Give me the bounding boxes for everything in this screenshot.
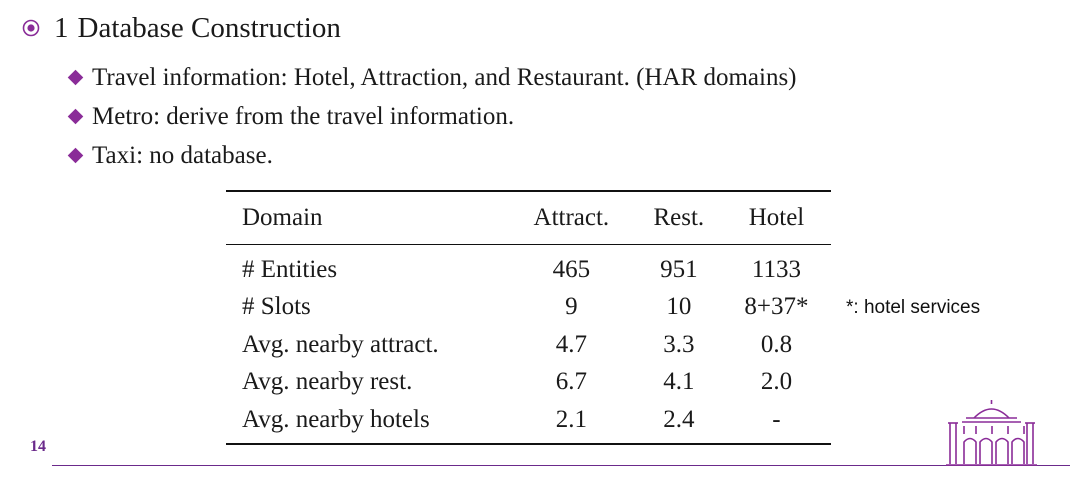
footnote: *: hotel services bbox=[846, 297, 981, 318]
bullet-list bbox=[66, 58, 797, 175]
row-label: # Entities bbox=[242, 255, 338, 283]
page-number: 14 bbox=[30, 438, 46, 455]
table-cell: 0.8 bbox=[760, 330, 793, 358]
bullet-item bbox=[66, 136, 797, 175]
bullet-text: Travel information: Hotel, Attraction, and Restaurant. (HAR domains) bbox=[92, 63, 797, 91]
diamond-bullet-icon bbox=[68, 109, 84, 125]
table-cell: 10 bbox=[666, 293, 692, 321]
bullet-item bbox=[66, 58, 797, 97]
row-label: # Slots bbox=[242, 293, 311, 321]
statistics-table bbox=[226, 190, 831, 445]
table-row bbox=[226, 289, 831, 327]
target-bullet-icon bbox=[22, 19, 40, 37]
table-cell: 8+37* bbox=[744, 293, 809, 321]
diamond-bullet-icon bbox=[68, 70, 84, 86]
column-header: Hotel bbox=[748, 204, 805, 231]
row-label: Avg. nearby hotels bbox=[242, 405, 430, 433]
bullet-text: Taxi: no database. bbox=[92, 141, 273, 169]
table-cell: 465 bbox=[552, 255, 591, 283]
table-cell: 3.3 bbox=[663, 330, 695, 358]
table-cell: - bbox=[772, 405, 781, 433]
table-row bbox=[226, 401, 831, 444]
table-cell: 1133 bbox=[751, 255, 801, 283]
heading-title: Database Construction bbox=[77, 11, 341, 44]
table-cell: 2.4 bbox=[663, 405, 695, 433]
table-cell: 4.1 bbox=[663, 368, 695, 396]
table-row bbox=[226, 326, 831, 364]
bullet-item bbox=[66, 97, 797, 136]
row-label: Avg. nearby attract. bbox=[242, 330, 439, 358]
diamond-bullet-icon bbox=[68, 148, 84, 164]
column-header: Domain bbox=[242, 204, 323, 231]
footer-divider bbox=[52, 465, 1070, 466]
row-label: Avg. nearby rest. bbox=[242, 368, 413, 396]
table-row bbox=[226, 245, 831, 289]
rotunda-logo-icon bbox=[944, 396, 1039, 468]
table-cell: 2.0 bbox=[760, 368, 793, 396]
heading-number: 1 bbox=[54, 11, 69, 44]
bullet-text: Metro: derive from the travel information. bbox=[92, 102, 515, 130]
slide-heading bbox=[22, 8, 341, 48]
table-row bbox=[226, 364, 831, 402]
column-header: Attract. bbox=[533, 204, 610, 231]
table-cell: 6.7 bbox=[555, 368, 587, 396]
table-header-row bbox=[226, 191, 831, 245]
table-cell: 951 bbox=[660, 255, 698, 283]
table-cell: 9 bbox=[565, 293, 578, 321]
column-header: Rest. bbox=[653, 204, 705, 231]
table-cell: 2.1 bbox=[555, 405, 587, 433]
table-cell: 4.7 bbox=[555, 330, 587, 358]
